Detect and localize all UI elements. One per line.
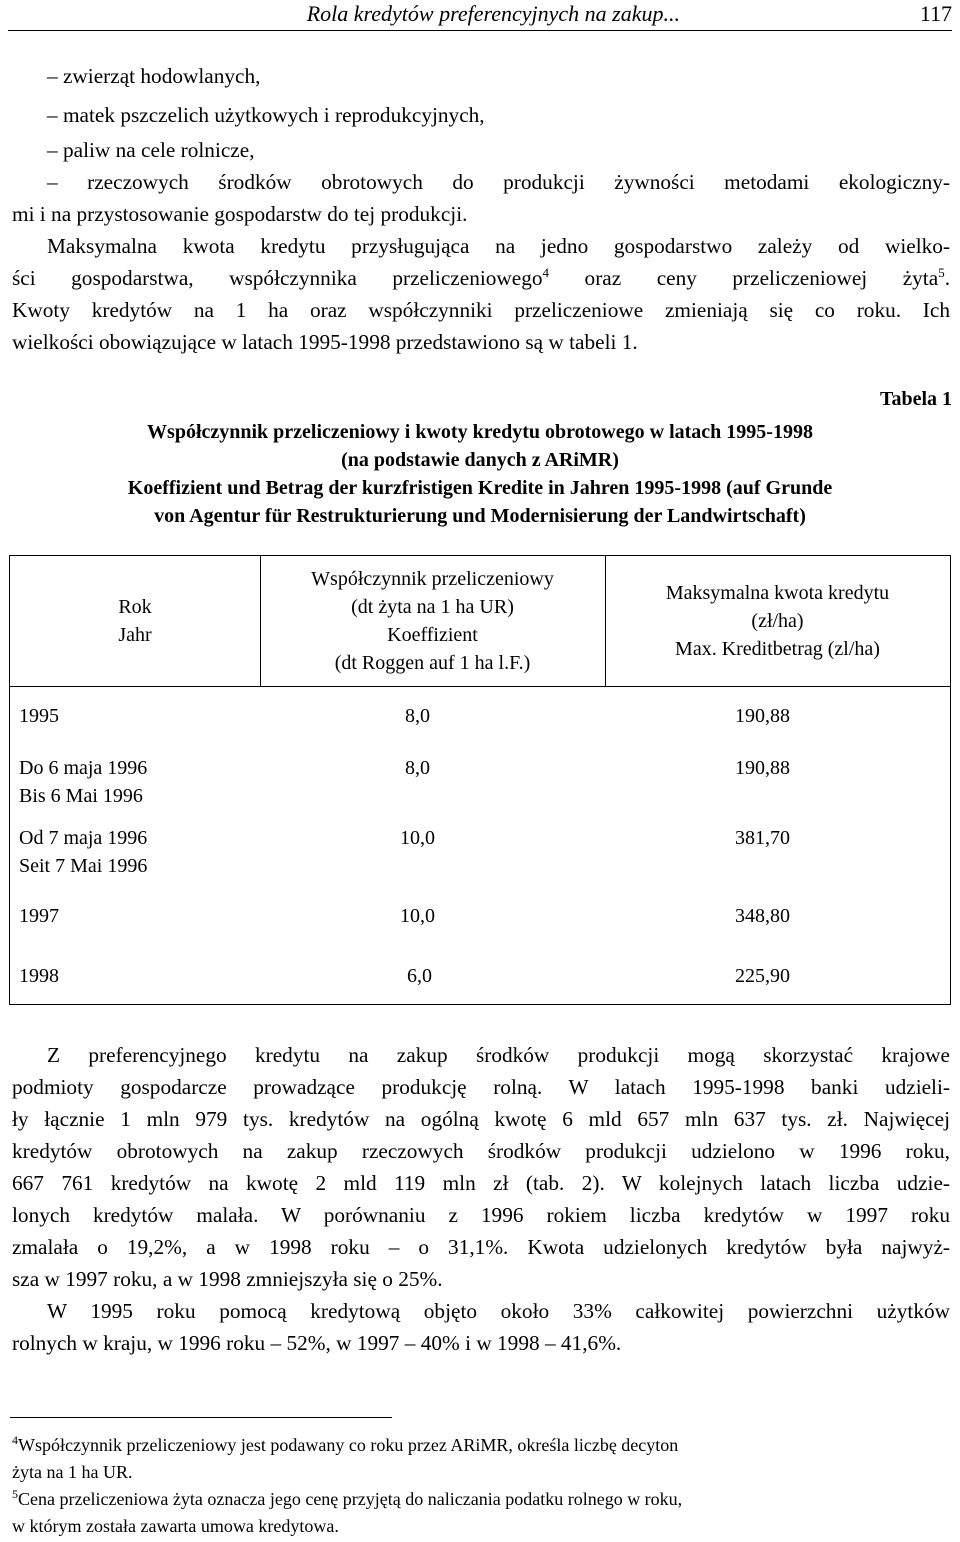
- cell-coefficient: 8,0: [405, 705, 430, 727]
- cell-year: 1995: [19, 705, 59, 727]
- cell-coefficient: 10,0: [400, 905, 435, 927]
- paragraph-line: lonych kredytów malała. W porównaniu z 1996 rokiem liczba kredytów w 1997 roku: [12, 1203, 950, 1227]
- cell-coefficient: 10,0: [400, 827, 435, 849]
- cell-amount: 190,88: [735, 757, 790, 779]
- list-item: – zwierząt hodowlanych,: [47, 64, 261, 88]
- paragraph-line: rolnych w kraju, w 1996 roku – 52%, w 1997 – 40% i w 1998 – 41,6%.: [12, 1331, 622, 1355]
- footnote-continuation: żyta na 1 ha UR.: [12, 1462, 133, 1482]
- table-caption: Współczynnik przeliczeniowy i kwoty kredytu obrotowego w latach 1995-1998: [147, 421, 813, 443]
- data-table: [9, 555, 951, 1005]
- list-item-continuation: mi i na przystosowanie gospodarstw do tej produkcji.: [12, 202, 468, 226]
- paragraph-line: Maksymalna kwota kredytu przysługująca na jedno gospodarstwo zależy od wielko-: [47, 234, 950, 258]
- paragraph-line: ści gospodarstwa, współczynnika przeliczeniowego$^4$ oraz ceny przeliczeniowej żyta$^5$.: [12, 264, 951, 290]
- cell-amount: 225,90: [735, 965, 790, 987]
- list-item: – paliw na cele rolnicze,: [47, 138, 255, 162]
- cell-coefficient: 8,0: [405, 757, 430, 779]
- page-number: 117: [919, 1, 952, 26]
- table-caption: von Agentur für Restrukturierung und Modernisierung der Landwirtschaft): [154, 505, 806, 527]
- table-caption: (na podstawie danych z ARiMR): [341, 449, 619, 471]
- footnote-ref[interactable]: 5: [938, 264, 945, 280]
- paragraph-line: zmalała o 19,2%, a w 1998 roku – o 31,1%. Kwota udzielonych kredytów była najwyż-: [12, 1235, 950, 1259]
- paragraph-line: sza w 1997 roku, a w 1998 zmniejszyła się o 25%.: [12, 1267, 443, 1291]
- paragraph-line: Kwoty kredytów na 1 ha oraz współczynniki przeliczeniowe zmieniają się co roku. Ich: [12, 298, 950, 322]
- header-divider: [10, 686, 950, 687]
- paragraph-line: ły łącznie 1 mln 979 tys. kredytów na ogólną kwotę 6 mld 657 mln 637 tys. zł. Najwięcej: [12, 1107, 950, 1131]
- cell-year: 1997: [19, 905, 59, 927]
- footnote-continuation: w którym została zawarta umowa kredytowa.: [12, 1516, 339, 1536]
- cell-amount: 190,88: [735, 705, 790, 727]
- cell-year: Od 7 maja 1996: [19, 827, 148, 849]
- header-coefficient: Współczynnik przeliczeniowy (dt żyta na 1 ha UR) Koeffizient (dt Roggen auf 1 ha l.F.): [311, 568, 554, 674]
- paragraph-line: W 1995 roku pomocą kredytową objęto około 33% całkowitej powierzchni użytków: [47, 1299, 950, 1323]
- footnote-rule: [10, 1417, 392, 1418]
- cell-year: 1998: [19, 965, 59, 987]
- cell-coefficient: 6,0: [407, 965, 432, 987]
- paragraph-line: podmioty gospodarcze prowadzące produkcję rolną. W latach 1995-1998 banki udzieli-: [12, 1075, 950, 1099]
- cell-year: Do 6 maja 1996: [19, 757, 148, 779]
- running-header: [8, 0, 952, 31]
- cell-amount: 381,70: [735, 827, 790, 849]
- running-title: Rola kredytów preferencyjnych na zakup...: [306, 1, 680, 26]
- list-item: – matek pszczelich użytkowych i reprodukcyjnych,: [47, 103, 485, 127]
- cell-year: Bis 6 Mai 1996: [19, 785, 143, 807]
- footnote-mark: 5: [12, 1487, 18, 1501]
- paragraph-line: kredytów obrotowych na zakup rzeczowych środków produkcji udzielono w 1996 roku,: [12, 1139, 950, 1163]
- table-caption: Koeffizient und Betrag der kurzfristigen Kredite in Jahren 1995-1998 (auf Grunde: [127, 477, 833, 499]
- header-year: Rok Jahr: [118, 596, 152, 646]
- paragraph-line: Z preferencyjnego kredytu na zakup środków produkcji mogą skorzystać krajowe: [47, 1043, 950, 1067]
- footnote-ref[interactable]: 4: [542, 264, 550, 280]
- table-label: Tabela 1: [879, 388, 952, 410]
- cell-amount: 348,80: [735, 905, 790, 927]
- list-item: – rzeczowych środków obrotowych do produkcji żywności metodami ekologiczny-: [47, 170, 950, 194]
- paragraph-line: wielkości obowiązujące w latach 1995-1998 przedstawiono są w tabeli 1.: [12, 330, 638, 354]
- footnote: $^5$Cena przeliczeniowa żyta oznacza jego cenę przyjętą do naliczania podatku rolnego w roku,: [12, 1487, 683, 1509]
- footnote: $^4$Współczynnik przeliczeniowy jest podawany co roku przez ARiMR, określa liczbę decyton: [12, 1433, 679, 1455]
- paragraph-line: 667 761 kredytów na kwotę 2 mld 119 mln zł (tab. 2). W kolejnych latach liczba udzie-: [12, 1171, 950, 1195]
- cell-year: Seit 7 Mai 1996: [19, 855, 148, 877]
- header-max-amount: Maksymalna kwota kredytu (zł/ha) Max. Kreditbetrag (zl/ha): [665, 582, 890, 660]
- footnote-mark: 4: [12, 1433, 18, 1447]
